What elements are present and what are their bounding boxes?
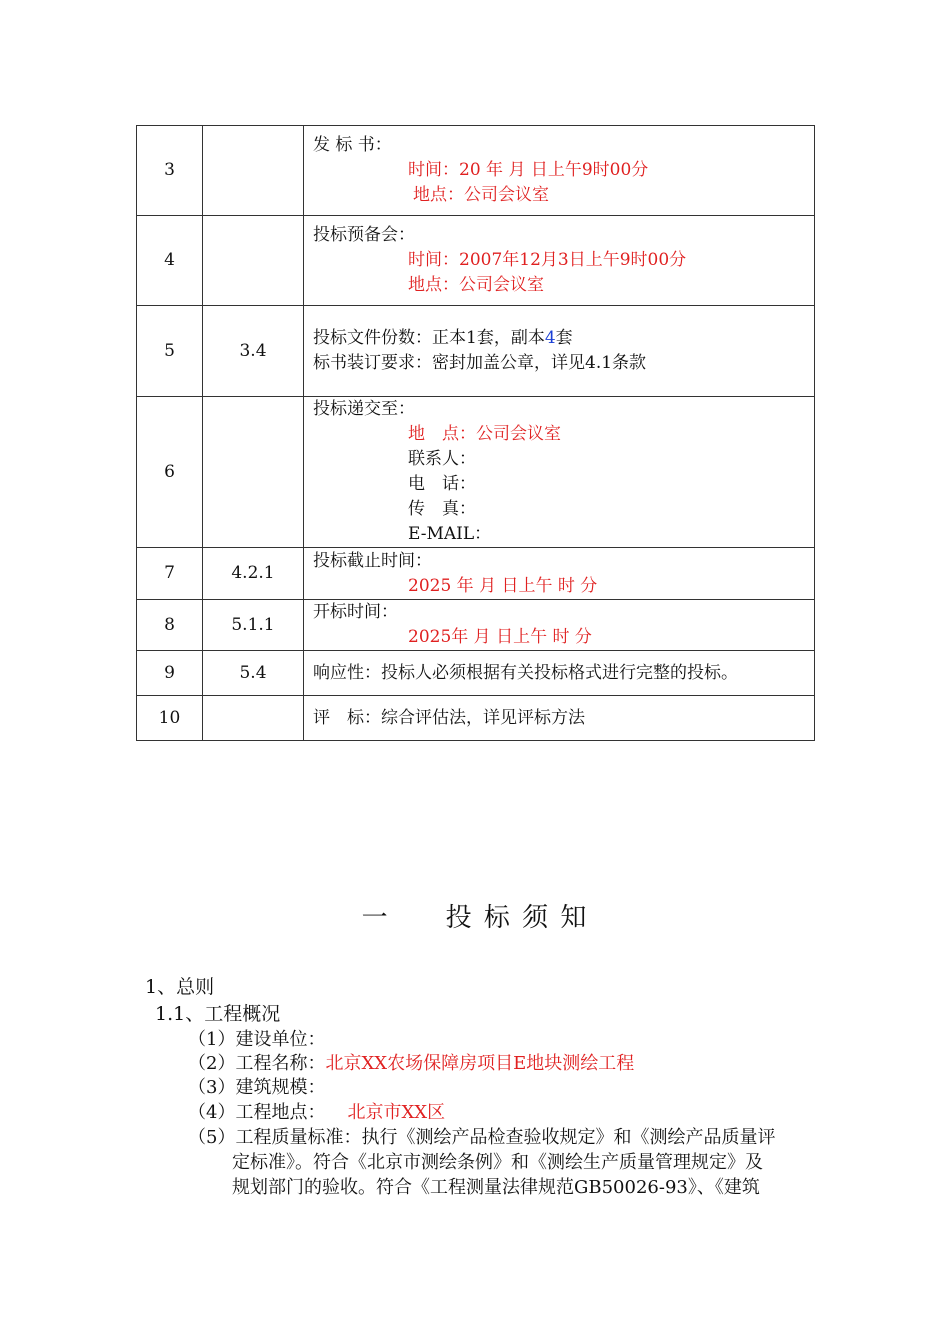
list-item <box>188 1075 808 1100</box>
row-line <box>313 326 814 351</box>
continuation-line: 规划部门的验收。符合《工程测量法律规范GB50026-93》、《建筑 <box>232 1177 760 1198</box>
item-label: （5）工程质量标准：执行《测绘产品检查验收规定》和《测绘产品质量评 <box>188 1127 776 1148</box>
row-line: 时间：20 年 月 日上午9时00分 <box>408 160 649 180</box>
subsection-title: 1.1、工程概况 <box>155 1003 281 1025</box>
table-row <box>137 651 815 696</box>
table-row <box>137 126 815 216</box>
table-row <box>137 600 815 651</box>
copies-text: 投标文件份数：正本1套，副本 <box>313 328 545 348</box>
copies-count: 4 <box>544 328 556 348</box>
list-item <box>188 1125 808 1150</box>
contact-label: 联系人： <box>408 449 476 469</box>
clause-ref: 3.4 <box>203 306 304 397</box>
table-row <box>137 696 815 741</box>
row-number: 3 <box>137 126 203 216</box>
phone-label: 电 话： <box>408 474 476 494</box>
clause-ref: 5.4 <box>203 651 304 696</box>
row-number: 4 <box>137 216 203 306</box>
row-title: 投标预备会： <box>313 225 415 245</box>
clause-ref: 4.2.1 <box>203 548 304 600</box>
list-item <box>188 1100 808 1125</box>
clause-ref: 5.1.1 <box>203 600 304 651</box>
row-line: 时间：2007年12月3日上午9时00分 <box>408 250 687 270</box>
item-label: （2）工程名称： <box>188 1053 326 1074</box>
clause-ref <box>203 216 304 306</box>
item-label: （3）建筑规模： <box>188 1077 326 1098</box>
row-content: 响应性：投标人必须根据有关投标格式进行完整的投标。 <box>304 651 815 696</box>
row-content <box>304 548 815 600</box>
row-title: 发 标 书： <box>313 135 392 155</box>
section-title: 1、总则 <box>145 976 215 998</box>
row-number: 7 <box>137 548 203 600</box>
row-line: 2025 年 月 日上午 时 分 <box>408 575 598 596</box>
row-number: 10 <box>137 696 203 741</box>
clause-ref <box>203 397 304 548</box>
continuation-line: 定标准》。符合《北京市测绘条例》和《测绘生产质量管理规定》及 <box>232 1152 763 1173</box>
row-content <box>304 397 815 548</box>
item-label: （4）工程地点： <box>188 1102 326 1123</box>
table-row <box>137 548 815 600</box>
fax-label: 传 真： <box>408 499 476 519</box>
row-content <box>304 216 815 306</box>
row-content: 评 标：综合评估法，详见评标方法 <box>304 696 815 741</box>
row-title: 投标递交至： <box>313 399 415 419</box>
row-number: 6 <box>137 397 203 548</box>
row-number: 5 <box>137 306 203 397</box>
email-label: E-MAIL： <box>408 524 492 544</box>
item-label: （1）建设单位： <box>188 1029 326 1050</box>
row-line: 地点：公司会议室 <box>408 275 544 295</box>
row-title: 投标截止时间： <box>313 550 432 571</box>
row-number: 8 <box>137 600 203 651</box>
table-row <box>137 397 815 548</box>
copies-unit: 套 <box>555 328 573 348</box>
table-row <box>137 216 815 306</box>
clause-ref <box>203 696 304 741</box>
item-value: 北京XX农场保障房项目E地块测绘工程 <box>325 1053 635 1074</box>
row-line: 地点：公司会议室 <box>413 185 549 205</box>
table-row <box>137 306 815 397</box>
submit-place: 地 点：公司会议室 <box>408 424 561 444</box>
row-title: 开标时间： <box>313 602 398 622</box>
row-line: 标书装订要求：密封加盖公章，详见4.1条款 <box>313 353 647 373</box>
list-item <box>188 1051 808 1076</box>
section-heading: 一 投 标 须 知 <box>361 903 589 933</box>
list-item <box>188 1027 808 1052</box>
row-content <box>304 126 815 216</box>
row-content <box>304 306 815 397</box>
row-content <box>304 600 815 651</box>
item-value: 北京市XX区 <box>347 1102 446 1123</box>
row-line: 2025年 月 日上午 时 分 <box>408 627 592 647</box>
bid-info-table <box>136 125 815 741</box>
clause-ref <box>203 126 304 216</box>
row-number: 9 <box>137 651 203 696</box>
